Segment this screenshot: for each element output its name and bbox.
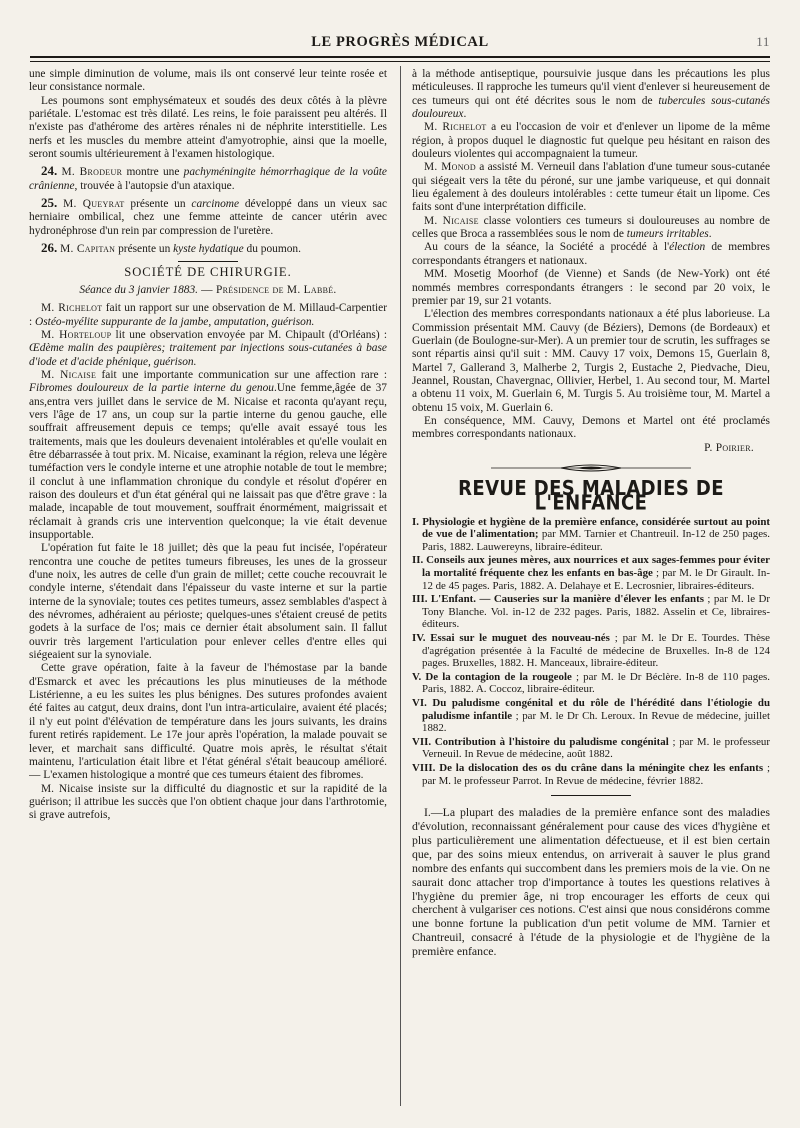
bib-details: ; par M. le professeur Parrot. In Revue de médecine, février 1882.	[422, 761, 770, 787]
paragraph	[412, 121, 770, 161]
bib-details: par MM. Tarnier et Chantreuil. In-12 de 250 pages. Paris, 1882. Lauwereyns, libraire-éditeur.	[422, 528, 770, 553]
bib-details: ; par M. le Dr Girault. In-12 de 45 pages. Paris, 1882. A. Delahaye et E. Lecrosnier, libraires-éditeurs.	[422, 567, 770, 592]
text: a assisté M. Verneuil dans l'ablation d'une tumeur sous-cutanée qui siégeait vers la tête du péroné, sur une jambe variqueuse, et qui donnait lieu également à des douleurs intolérables : cette tumeur était un lipome. Ces faits sont d'une interprétation difficile.	[412, 161, 770, 214]
header-rule-thick	[30, 56, 770, 58]
title: Ostéo-myélite suppurante de la jambe, amputation, guérison.	[35, 315, 315, 328]
item-24	[29, 164, 387, 193]
author: M. Capitan	[60, 243, 116, 256]
text: lit une observation envoyée par M. Chipault (d'Orléans) :	[111, 328, 387, 341]
author: M. Nicaise	[41, 368, 97, 381]
text: Au cours de la séance, la Société a procédé à l'	[424, 241, 670, 254]
author: M. Horteloup	[41, 328, 112, 341]
bib-title: V. De la contagion de la rougeole	[412, 670, 572, 683]
text: développé dans un vieux sac herniaire ombilical, chez une femme atteinte de cancer utérin avec hydronéphrose d'un rein par compression de l'uretère.	[29, 198, 387, 237]
author: M. Richelot	[424, 121, 487, 134]
item-number: 24.	[41, 163, 58, 179]
bib-title: I. Physiologie et hygiène de la première enfance, considérée surtout au point de vue de l'alimentation;	[412, 515, 770, 541]
paragraph	[412, 68, 770, 121]
author: M. Nicaise	[424, 214, 479, 227]
title: tumeurs irritables	[626, 228, 709, 241]
author: M. Richelot	[41, 302, 103, 315]
text: fait un rapport sur une observation de M. Millaud-Carpentier :	[29, 302, 387, 328]
text: à la méthode antiseptique, poursuivie jusque dans les précautions les plus méticuleuses. Il rapproche les tumeurs qu'il vient d'enlever si heureusement de ces tumeurs qui ont été décrites sous le nom de	[412, 68, 770, 107]
title: Fibromes douloureux de la partie interne du genou	[29, 382, 274, 395]
text: présente un	[115, 243, 174, 256]
text: fait une importante communication sur une affection rare :	[96, 368, 387, 381]
bib-details: ; par M. le Dr Béclère. In-8 de 110 pages. Paris, 1882. A. Coccoz, libraire-éditeur.	[422, 670, 770, 696]
text: .	[463, 108, 467, 121]
bib-title: VIII. De la dislocation des os du crâne dans la méningite chez les enfants	[412, 761, 764, 774]
bib-details: ; par M. le Dr E. Tourdes. Thèse d'agrégation présentée à la Faculté de médecine de Bruxelles. In-8 de 124 pages. Bruxelles, 1882. H. Manceaux, libraire-éditeur.	[422, 632, 770, 670]
title: pachyméningite hémorrhagique de la voûte crânienne	[29, 166, 387, 192]
author: M. Monod	[424, 161, 476, 174]
text: , trouvée à l'autopsie d'un ataxique.	[74, 179, 235, 192]
author: M. Queyrat	[63, 198, 125, 211]
text: .	[708, 228, 712, 241]
title: Œdème malin des paupières; traitement par injections sous-cutanées à base d'iode et d'acide phénique, guérison.	[29, 342, 387, 368]
paragraph: MM. Mosetig Moorhof (de Vienne) et Sands (de New-York) ont été nommés membres correspondants étrangers : le second par 20 voix, le premier par 19, sur 21 votants.	[412, 268, 770, 307]
author: M. Brodeur	[61, 166, 123, 179]
paragraph: une simple diminution de volume, mais ils ont conservé leur teinte rosée et leur consistance normale.	[29, 68, 387, 94]
text: montre une	[122, 166, 184, 179]
title: élection	[669, 241, 706, 254]
paragraph	[412, 241, 770, 268]
item-25	[29, 196, 387, 238]
paragraph: L'élection des membres correspondants nationaux a été plus laborieuse. La Commission présentait MM. Cauvy (de Béziers), Demons (de Bordeaux) et Guerlain (de Boulogne-sur-Mer). A un premier tour de scrutin, les suffrages se sont répartis ainsi qu'il suit : MM. Cauvy 17 voix, Demons 15, Guerlain 8, Martel 7, Gallerand 3, Malherbe 2, Turgis 2, Eustache 2, Piedvache, Dieu, Jeannel, Roustan, Chavergnac, Ollivier, Herbel, 1. Au second tour, M. Martel a obtenu 11 voix, M. Guerlain 6, M. Turgis 5. Au troisième tour, M. Martel a obtenu 15 voix, M. Guerlain 6.	[412, 308, 770, 414]
paragraph: Les poumons sont emphysémateux et soudés des deux côtés à la plèvre pariétale. L'estomac est très dilaté. Les reins, le foie paraissent peu altérés. Il n'existe pas d'athérome des artères rénales ni de néphrite interstitielle. Les nerfs et les muscles du membre atteint d'amyotrophie, ainsi que la moelle, seront soumis ultérieurement à l'examen histologique.	[29, 94, 387, 161]
text: .Une femme,âgée de 37 ans,entra vers juillet dans le service de M. Nicaise et raconta qu'ayant reçu, vers l'âge de 17 ans, un coup sur la partie interne du genou gauche, elle souffrait affreusement depuis ce temps; qu'elle avait essayé tous les traitements, mais que les douleurs devenaient intolérables et qu'elle voulait en être débarrassée à tout prix. M. Nicaise, examinant la région, releva une légère tuméfaction vers le condyle interne et une atrophie notable de tout le membre; il conclut à une inflammation chronique du condyle et résolut d'opérer en raison des douleurs et d'un état général qui ne laissait pas que d'être grave : la malade, incapable de tout mouvement, souffrait énormément, maigrissait et réclamait à grands cris une intervention quelconque; la vie était devenue insupportable.	[29, 382, 387, 541]
paragraph: L'opération fut faite le 18 juillet; dès que la peau fut incisée, l'opérateur rencontra une couche de petites tumeurs fibreuses, les unes de la grosseur d'une noix, les autres de celle d'un grain de millet; cette couche recouvrait le condyle interne, s'étendait dans l'épaisseur du vaste interne et sur la partie interne de la synoviale; toutes ces petites tumeurs, assez semblables d'aspect à des névromes, adhéraient au périoste; quelques-unes s'étaient creusé de petits godets à la surface de l'os; mais ce dernier était absolument sain. Il fallut ouvrir très largement l'articulation pour enlever celles d'entre elles qui siégeaient sur la synoviale.	[29, 542, 387, 662]
signature: P. Poirier.	[704, 441, 754, 454]
revue-title: REVUE DES MALADIES DE L'ENFANCE	[458, 476, 724, 516]
seance-date: Séance du 3 janvier 1883.	[79, 283, 199, 296]
journal-title: LE PROGRÈS MÉDICAL	[311, 34, 489, 50]
page-number: 11	[756, 34, 770, 49]
right-column	[412, 68, 770, 1108]
bib-entry	[412, 697, 770, 735]
header-rule-thin	[30, 61, 770, 62]
paragraph: En conséquence, MM. Cauvy, Demons et Martel ont été proclamés membres correspondants nationaux.	[412, 414, 770, 441]
paragraph: Cette grave opération, faite à la faveur de l'hémostase par la bande d'Esmarck et avec les précautions les plus minutieuses de la méthode Listérienne, a eu les suites les plus bénignes. Des sutures profondes avaient été faites au catgut, deux drains, dont l'un intra-articulaire, avaient été placés; il n'y eut point d'élévation de température dans les jours suivants, les drains furent retirés rapidement. Le 17e jour après l'opération, la malade pouvait se lever, et marchait sans difficulté. Quatre mois après, le résultat s'était maintenu, l'articulation était libre et l'état général s'était beaucoup amélioré. — L'examen histologique a montré que ces tumeurs étaient des fibromes.	[29, 662, 387, 782]
title: carcinome	[191, 198, 240, 211]
bib-details: ; par M. le professeur Verneuil. In Revue de médecine, août 1882.	[422, 735, 770, 761]
paragraph	[29, 329, 387, 369]
title: tubercules sous-cutanés douloureux	[412, 94, 770, 121]
paragraph	[412, 215, 770, 242]
bib-title: VI. Du paludisme congénital et du rôle de l'hérédité dans l'étiologie du paludisme infantile	[412, 696, 770, 722]
bibliography	[412, 516, 770, 787]
bib-title: IV. Essai sur le muguet des nouveau-nés	[412, 632, 610, 644]
text: du poumon.	[243, 243, 301, 256]
bib-title: VII. Contribution à l'histoire du paludisme congénital	[412, 735, 669, 748]
seance-line	[29, 284, 387, 297]
paragraph	[29, 302, 387, 329]
paragraph	[29, 369, 387, 542]
column-separator	[400, 66, 401, 1106]
paragraph: M. Nicaise insiste sur la difficulté du diagnostic et sur la rapidité de la guérison; il attribue les succès que l'on obtient chaque jour dans l'arthrotomie, si grave autrefois,	[29, 782, 387, 822]
paragraph: I.—La plupart des maladies de la première enfance sont des maladies d'évolution, reconnaissant généralement pour cause des vices d'hygiène et plus particulièrement une alimentation défectueuse, et il est bien certain que, par des soins mieux entendus, on arriverait à sauver le plus grand nombre des enfants qui succombent dans les premiers mois de la vie. On ne saurait donc attacher trop d'importance à toutes les questions relatives à l'hygiène du premier âge, ni trop encourager les efforts de ceux qui cherchent à vulgariser ces notions. C'est ainsi que nous considérons comme une bonne fortune la publication d'un petit volume de MM. Tarnier et Chantreuil, consacré à l'étude de la physiologie et de l'hygiène de la première enfance.	[412, 805, 770, 959]
presidence: — Présidence de M. Labbé.	[198, 283, 337, 296]
item-number: 25.	[41, 195, 58, 211]
bib-entry	[412, 736, 770, 761]
bib-title: II. Conseils aux jeunes mères, aux nourrices et aux sages-femmes pour éviter la mortalité fréquente chez les enfants en bas-âge	[412, 554, 770, 580]
bib-details: ; par M. le Dr Tony Blanche. Vol. in-12 de 232 pages. Paris, 1882. Asselin et Ce, libraires-éditeurs.	[422, 593, 770, 631]
paragraph	[412, 161, 770, 214]
bib-details: ; par M. le Dr Ch. Leroux. In Revue de médecine, juillet 1882.	[422, 709, 770, 735]
item-number: 26.	[41, 240, 58, 256]
title: kyste hydatique	[173, 243, 244, 256]
text: de membres correspondants étrangers et nationaux.	[412, 241, 770, 267]
text: classe volontiers ces tumeurs si douloureuses au nombre de celles que Broca a rassemblées sous le nom de	[412, 214, 770, 241]
text: a eu l'occasion de voir et d'enlever un lipome de la même région, à propos duquel le diagnostic fut quelque peu hésitant en raison des douleurs violentes qui accompagnaient la tumeur.	[412, 121, 770, 161]
ornament-rule-icon	[491, 463, 691, 473]
text: présente un	[124, 198, 192, 211]
bib-entry	[412, 671, 770, 696]
bib-entry	[412, 554, 770, 592]
bib-entry	[412, 632, 770, 670]
left-column	[29, 68, 387, 1108]
section-rule	[551, 795, 631, 796]
item-26	[29, 241, 387, 256]
bib-entry	[412, 516, 770, 554]
section-title: SOCIÉTÉ DE CHIRURGIE.	[124, 265, 292, 280]
bib-entry	[412, 593, 770, 631]
running-header	[30, 34, 770, 54]
bib-entry	[412, 762, 770, 787]
section-rule	[178, 261, 238, 262]
bib-title: III. L'Enfant. — Causeries sur la manière d'élever les enfants	[412, 593, 704, 606]
